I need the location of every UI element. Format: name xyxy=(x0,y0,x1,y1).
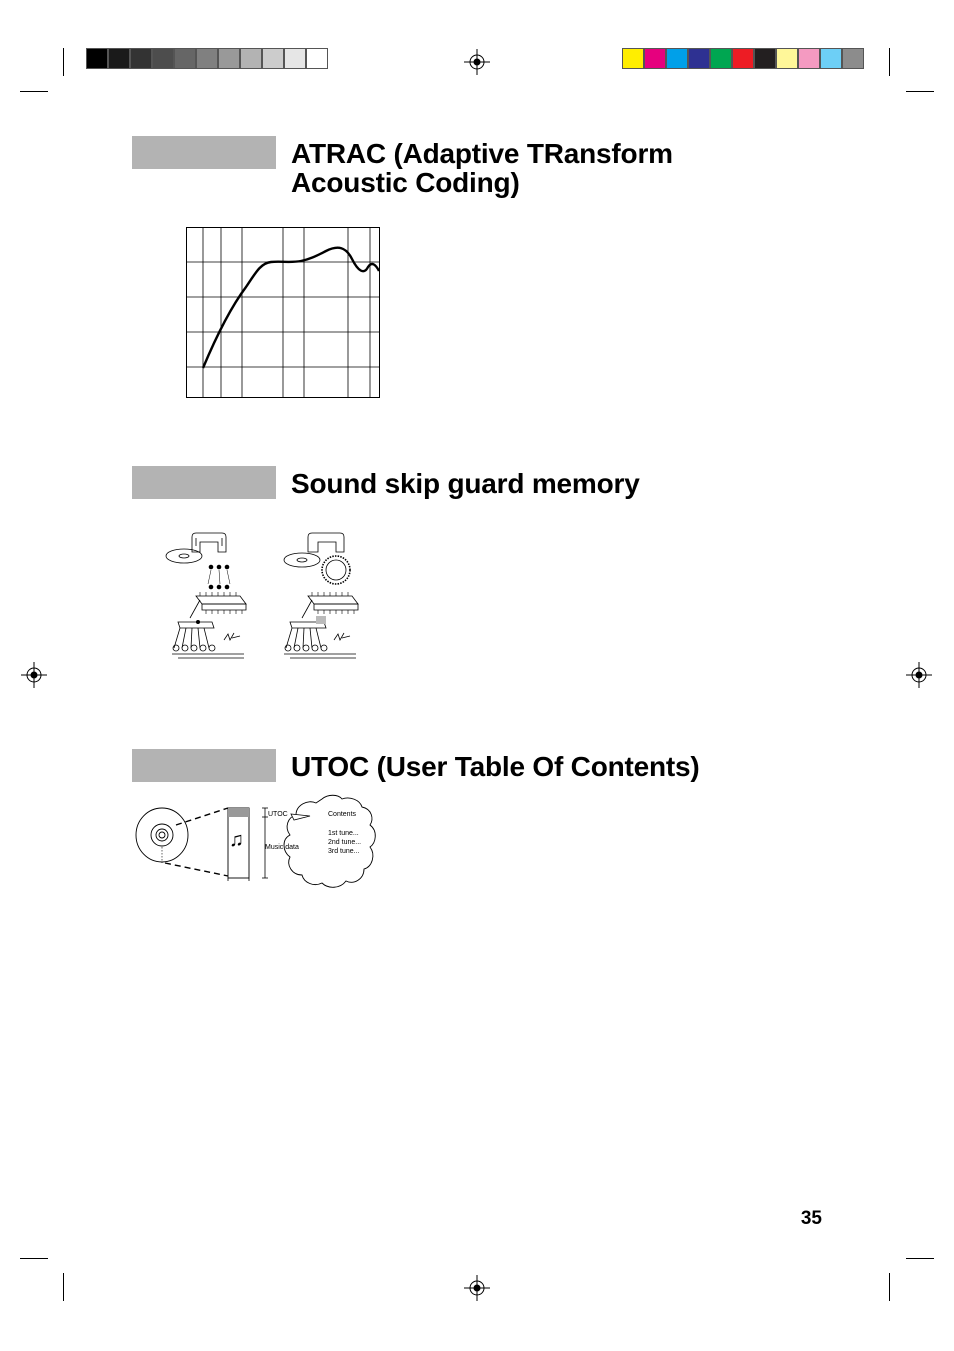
registration-mark-icon xyxy=(906,662,932,688)
tune-2: 2nd tune... xyxy=(328,839,362,846)
title-line-2: Acoustic Coding) xyxy=(291,167,520,198)
crop-mark xyxy=(20,1258,48,1259)
color-swatch xyxy=(152,48,174,69)
section-title-skip-guard: Sound skip guard memory xyxy=(291,468,640,499)
section-tab-utoc xyxy=(132,749,276,782)
color-swatch xyxy=(262,48,284,69)
color-swatch xyxy=(284,48,306,69)
section-tab-skip-guard xyxy=(132,466,276,499)
section-title-atrac xyxy=(291,139,673,197)
color-swatch xyxy=(130,48,152,69)
utoc-area xyxy=(228,808,249,817)
color-swatch xyxy=(306,48,328,69)
color-swatch xyxy=(842,48,864,69)
title-line-1: ATRAC (Adaptive TRansform xyxy=(291,138,673,169)
color-swatch xyxy=(218,48,240,69)
page-number: 35 xyxy=(800,1208,822,1229)
color-swatch xyxy=(666,48,688,69)
utoc-label: UTOC xyxy=(268,811,288,818)
registration-mark-icon xyxy=(464,49,490,75)
atrac-response-graph xyxy=(186,227,380,398)
color-swatch xyxy=(732,48,754,69)
color-swatch xyxy=(776,48,798,69)
section-tab-atrac xyxy=(132,136,276,169)
crop-mark xyxy=(63,1273,64,1301)
crop-mark xyxy=(889,48,890,76)
skip-guard-normal-illustration xyxy=(160,530,260,665)
music-note-icon: ♫ xyxy=(229,829,244,851)
crop-mark xyxy=(63,48,64,76)
skip-guard-shock-illustration xyxy=(280,530,380,665)
color-swatch xyxy=(86,48,108,69)
color-swatch xyxy=(710,48,732,69)
color-swatch xyxy=(820,48,842,69)
crop-mark xyxy=(889,1273,890,1301)
section-title-utoc: UTOC (User Table Of Contents) xyxy=(291,751,700,782)
registration-mark-icon xyxy=(464,1275,490,1301)
contents-title: Contents xyxy=(328,811,357,818)
color-swatch xyxy=(754,48,776,69)
color-swatch xyxy=(240,48,262,69)
color-swatch xyxy=(108,48,130,69)
tune-3: 3rd tune... xyxy=(328,848,360,855)
color-swatch xyxy=(196,48,218,69)
crop-mark xyxy=(906,91,934,92)
color-swatch xyxy=(174,48,196,69)
color-swatch xyxy=(798,48,820,69)
crop-mark xyxy=(20,91,48,92)
color-swatch xyxy=(622,48,644,69)
tune-1: 1st tune... xyxy=(328,830,359,837)
music-data-label: Music data xyxy=(265,844,299,851)
crop-mark xyxy=(906,1258,934,1259)
registration-mark-icon xyxy=(21,662,47,688)
color-swatch xyxy=(688,48,710,69)
color-swatch xyxy=(644,48,666,69)
